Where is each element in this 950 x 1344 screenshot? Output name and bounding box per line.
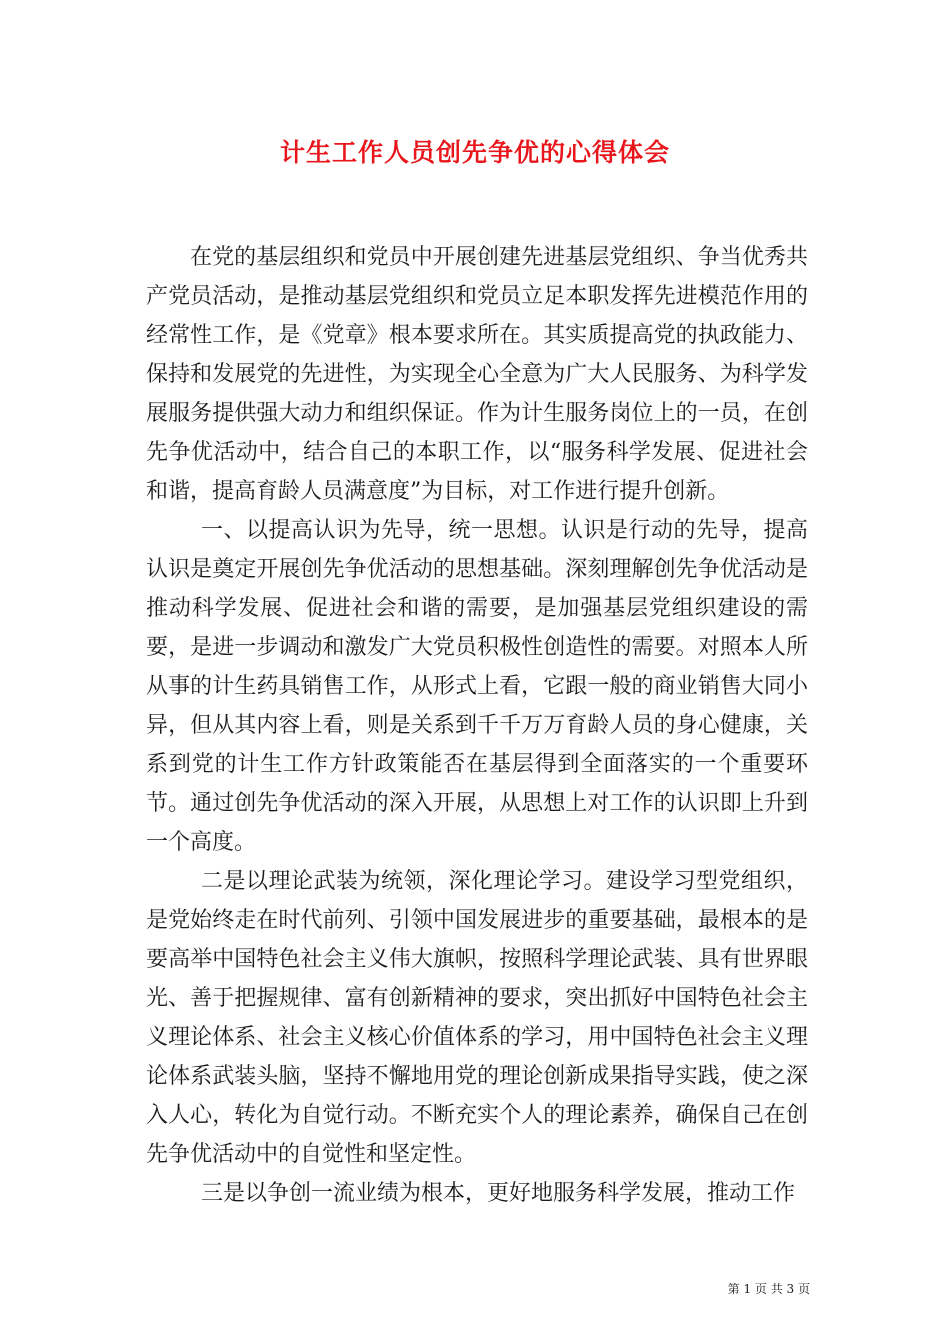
page-number: 第 1 页 共 3 页 xyxy=(727,1282,810,1296)
paragraph-section-1: 一、以提高认识为先导，统一思想。认识是行动的先导，提高认识是奠定开展创先争优活动的思想基础。深刻理解创先争优活动是推动科学发展、促进社会和谐的需要，是加强基层党组织建设的需要，是进一步调动和激发广大党员积极性创造性的需要。对照本人所从事的计生药具销售工作，从形式上看，它跟一般的商业销售大同小异，但从其内容上看，则是关系到千千万万育龄人员的身心健康，关系到党的计生工作方针政策能否在基层得到全面落实的一个重要环节。通过创先争优活动的深入开展，从思想上对工作的认识即上升到一个高度。 xyxy=(146,518,808,855)
document-body xyxy=(146,238,808,1213)
paragraph-section-3: 三是以争创一流业绩为根本，更好地服务科学发展，推动工作 xyxy=(201,1181,796,1206)
paragraph-section-2: 二是以理论武装为统领，深化理论学习。建设学习型党组织，是党始终走在时代前列、引领中国发展进步的重要基础，最根本的是要高举中国特色社会主义伟大旗帜，按照科学理论武装、具有世界眼光、善于把握规律、富有创新精神的要求，突出抓好中国特色社会主义理论体系、社会主义核心价值体系的学习，用中国特色社会主义理论体系武装头脑，坚持不懈地用党的理论创新成果指导实践，使之深入人心，转化为自觉行动。不断充实个人的理论素养，确保自己在创先争优活动中的自觉性和坚定性。 xyxy=(146,869,808,1167)
page-title: 计生工作人员创先争优的心得体会 xyxy=(279,138,670,167)
paragraph-intro: 在党的基层组织和党员中开展创建先进基层党组织、争当优秀共产党员活动，是推动基层党组织和党员立足本职发挥先进模范作用的经常性工作，是《党章》根本要求所在。其实质提高党的执政能力、保持和发展党的先进性，为实现全心全意为广大人民服务、为科学发展服务提供强大动力和组织保证。作为计生服务岗位上的一员，在创先争优活动中，结合自己的本职工作，以“服务科学发展、促进社会和谐，提高育龄人员满意度”为目标，对工作进行提升创新。 xyxy=(146,245,808,504)
